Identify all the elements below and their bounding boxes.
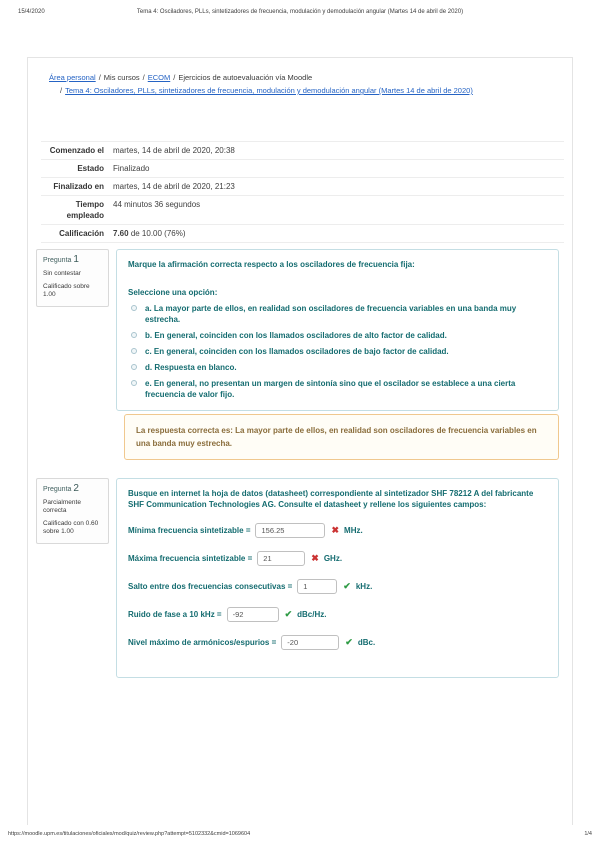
question-text: Busque en internet la hoja de datos (datasheet) correspondiente al sintetizador SHF 78212 A del fabricante SHF Communication Technologies AG. Consulte el datasheet y rellene los siguientes campos: [128,489,534,509]
field-unit: kHz. [355,582,373,591]
print-url: https://moodle.upm.es/titulaciones/oficiales/mod/quiz/review.php?attempt=5102332&cmid=1069604 [8,831,251,837]
breadcrumb-link-area-personal[interactable]: Área personal [49,73,96,82]
answer-option-b [128,330,547,341]
frequency-step-input[interactable] [297,579,337,594]
radio-button-icon[interactable] [131,380,137,386]
question-number-label: Pregunta [43,257,72,264]
answer-options [128,303,547,400]
question-1-info-box [36,249,109,307]
summary-value: 44 minutos 36 segundos [113,200,201,209]
question-2-block [36,478,559,678]
breadcrumb [49,71,554,97]
answer-option-c [128,346,547,357]
field-label: Ruido de fase a 10 kHz = [128,610,222,619]
option-label: e. En general, no presentan un margen de sintonía sino que el oscilador se establece a una cierta frecuencia de valor fijo. [145,379,516,399]
correct-icon: ✔ [345,637,353,647]
answer-option-e [128,378,547,400]
field-row-min-frecuencia [128,523,547,538]
field-unit: GHz. [323,554,343,563]
field-label: Nivel máximo de armónicos/espurios = [128,638,277,647]
summary-value: Finalizado [113,164,150,173]
field-unit: MHz. [344,526,363,535]
print-footer [8,831,592,837]
summary-row-finalizado-en [41,178,564,196]
harmonics-level-input[interactable] [281,635,339,650]
question-status: Sin contestar [43,270,81,277]
summary-value: martes, 14 de abril de 2020, 20:38 [113,146,235,155]
option-label: c. En general, coinciden con los llamados osciladores de bajo factor de calidad. [145,347,449,356]
max-frequency-input[interactable] [257,551,305,566]
summary-label: Estado [77,164,104,173]
summary-row-comenzado [41,142,564,160]
question-1-block [36,249,559,411]
correct-icon: ✔ [284,609,293,619]
field-unit: dBc. [357,638,376,647]
question-1-feedback-box: La respuesta correcta es: La mayor parte de ellos, en realidad son osciladores de frecuencia variables en una banda muy estrecha. [124,414,559,460]
radio-button-icon[interactable] [131,305,137,311]
summary-value [113,228,564,239]
breadcrumb-line-1 [49,71,554,84]
summary-label: Comenzado el [49,146,104,155]
phase-noise-input[interactable] [227,607,279,622]
breadcrumb-item-mis-cursos: Mis cursos [103,73,140,82]
breadcrumb-item-ejercicios: Ejercicios de autoevaluación vía Moodle [178,73,313,82]
field-row-max-frecuencia [128,551,547,566]
min-frequency-input[interactable] [255,523,325,538]
summary-label: Tiempo empleado [66,200,104,220]
attempt-summary-table [41,141,564,243]
field-row-salto-frecuencias [128,579,547,594]
print-page-title: Tema 4: Osciladores, PLLs, sintetizadores de frecuencia, modulación y demodulación angular (Martes 14 de abril de 2020) [136,9,464,15]
question-grade: Calificado sobre 1.00 [43,283,90,298]
question-2-content-box [116,478,559,678]
summary-value: martes, 14 de abril de 2020, 21:23 [113,182,235,191]
breadcrumb-separator: / [98,73,101,82]
print-date: 15/4/2020 [18,9,45,15]
breadcrumb-separator: / [142,73,145,82]
answer-option-d [128,362,547,373]
grade-value: 7.60 [113,229,129,238]
question-2-info-box [36,478,109,544]
question-number-label: Pregunta [43,486,72,493]
print-header [0,9,600,19]
answer-option-a [128,303,547,325]
option-label: b. En general, coinciden con los llamados osciladores de alto factor de calidad. [145,331,447,340]
field-label: Salto entre dos frecuencias consecutivas = [128,582,293,591]
radio-button-icon[interactable] [131,332,137,338]
incorrect-icon: ✖ [311,553,319,563]
field-row-ruido-fase [128,607,547,622]
grade-max: de 10.00 (76%) [130,229,186,238]
question-grade: Calificado con 0.60 sobre 1.00 [43,520,99,535]
correct-icon: ✔ [343,581,351,591]
breadcrumb-line-2 [49,84,554,97]
breadcrumb-separator: / [60,86,63,95]
question-status: Parcialmente correcta [43,499,81,514]
field-label: Mínima frecuencia sintetizable = [128,526,251,535]
summary-row-tiempo-empleado [41,196,564,225]
radio-button-icon[interactable] [131,364,137,370]
summary-label: Calificación [59,229,104,238]
field-label: Máxima frecuencia sintetizable = [128,554,253,563]
question-number: 2 [73,483,79,494]
breadcrumb-link-tema4[interactable]: Tema 4: Osciladores, PLLs, sintetizadores de frecuencia, modulación y demodulación angular (Martes 14 de abril de 2020) [65,86,473,95]
answer-prompt: Seleccione una opción: [128,288,218,297]
summary-row-calificacion [41,225,564,243]
breadcrumb-link-ecom[interactable]: ECOM [147,73,171,82]
question-number: 1 [73,254,79,265]
question-1-content-box [116,249,559,411]
field-row-armonicos-espurios [128,635,547,650]
breadcrumb-separator: / [173,73,176,82]
field-unit: dBc/Hz. [297,610,327,619]
option-label: a. La mayor parte de ellos, en realidad son osciladores de frecuencia variables en una banda muy estrecha. [145,304,517,324]
print-page-number: 1/4 [584,831,592,837]
summary-row-estado [41,160,564,178]
incorrect-icon: ✖ [331,525,340,535]
page-content-frame [27,57,573,825]
option-label: d. Respuesta en blanco. [145,363,237,372]
radio-button-icon[interactable] [131,348,137,354]
summary-label: Finalizado en [53,182,104,191]
question-text: Marque la afirmación correcta respecto a los osciladores de frecuencia fija: [128,260,415,269]
